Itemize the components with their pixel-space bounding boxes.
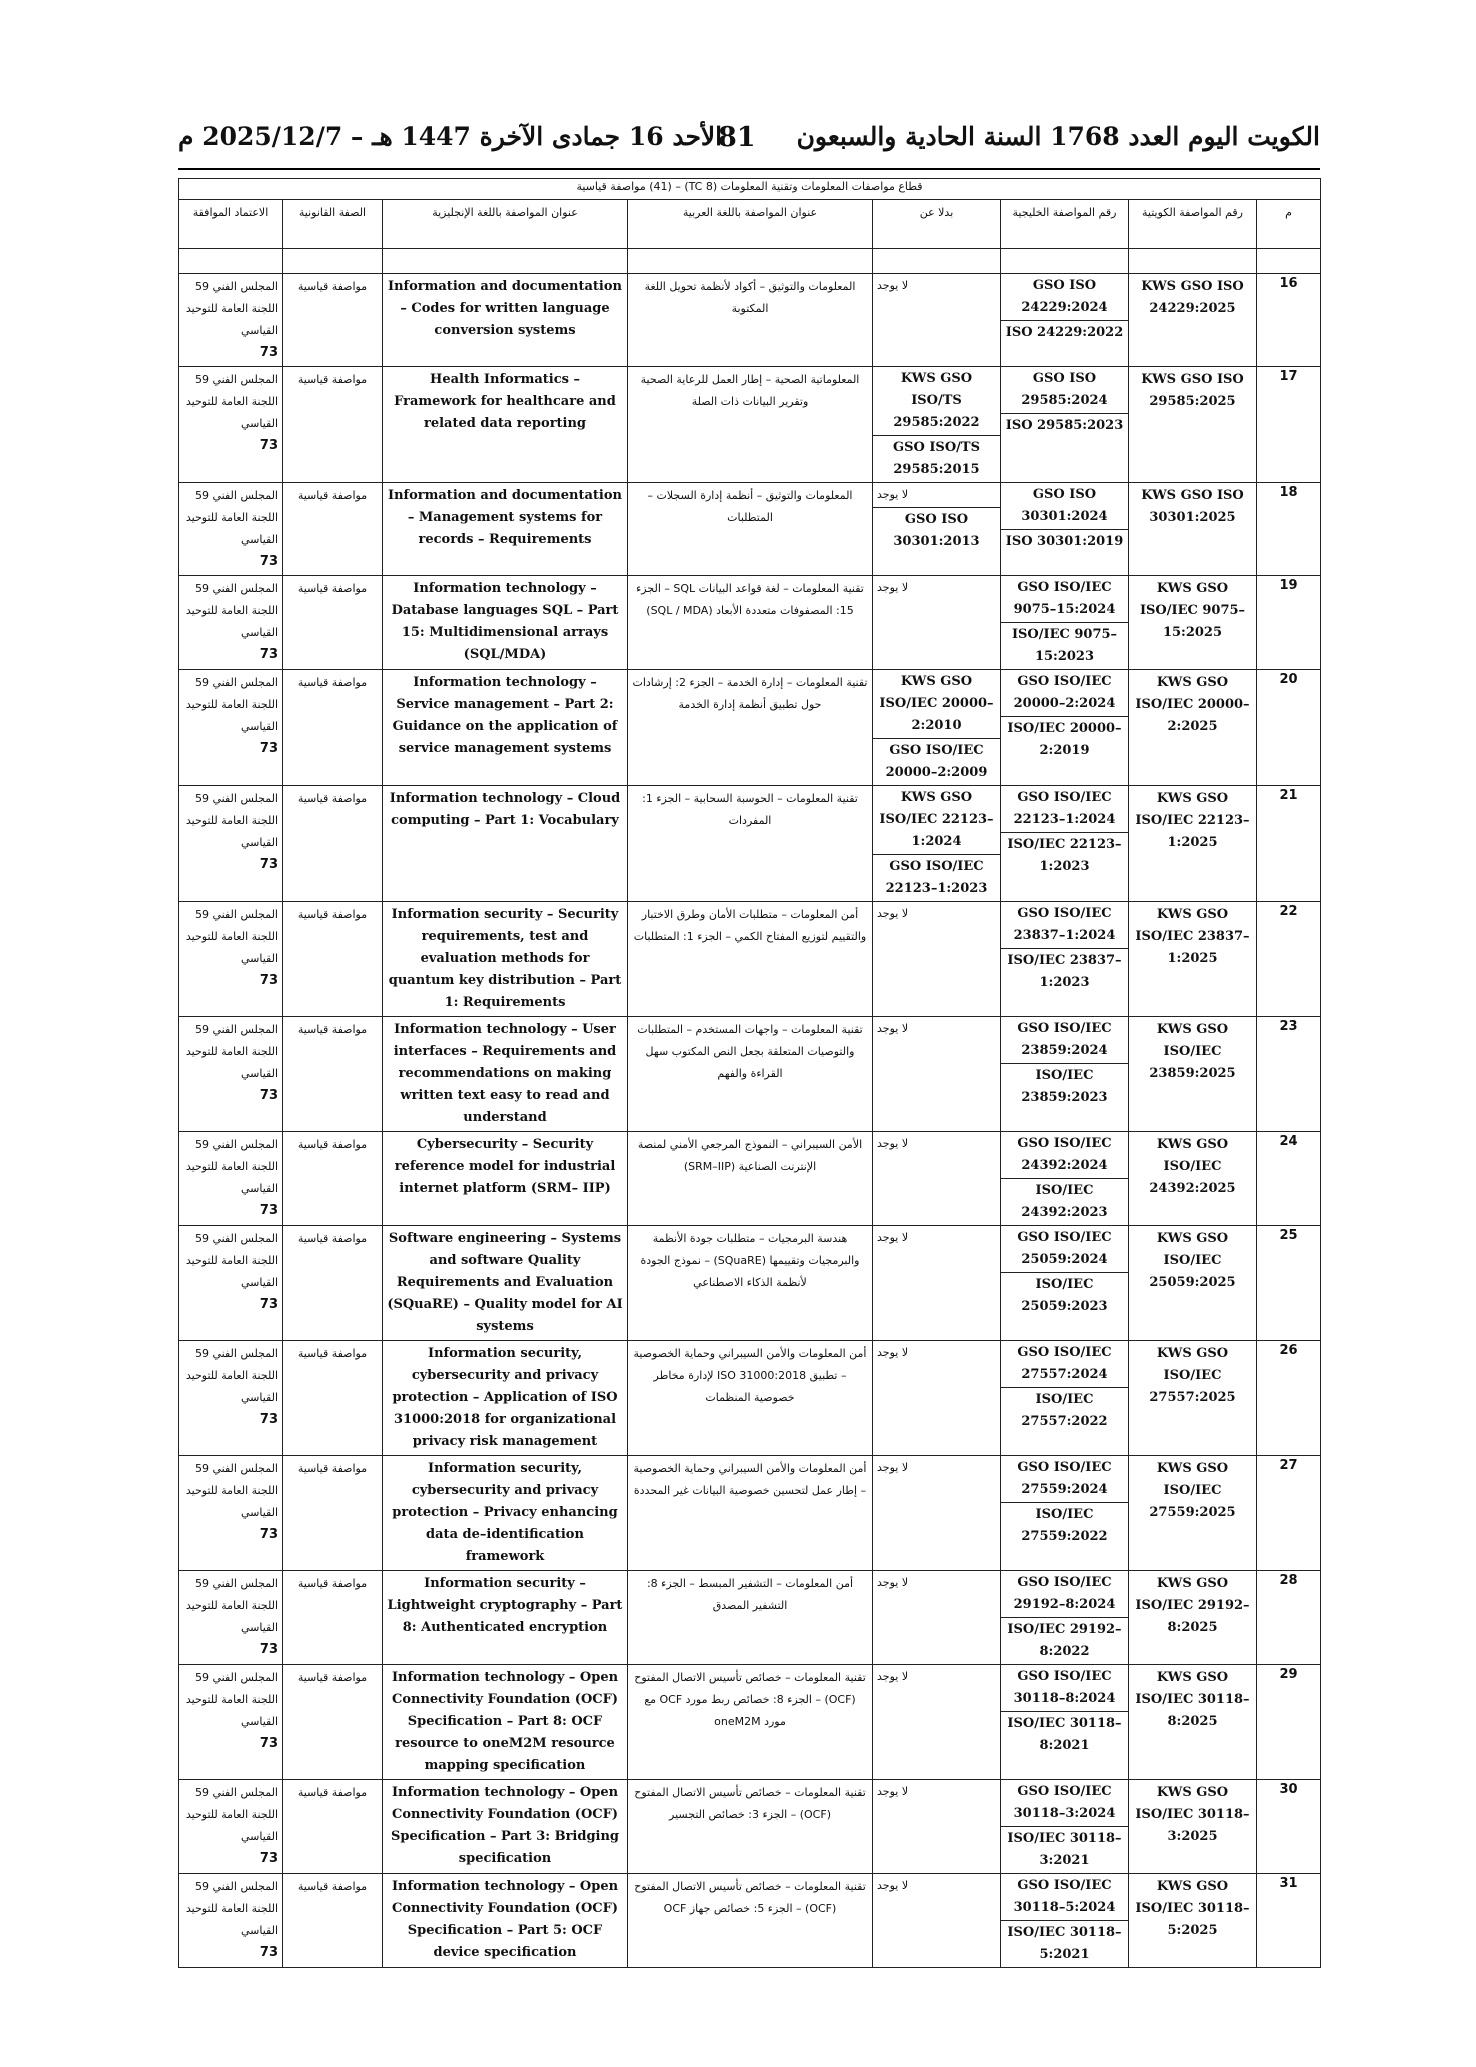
approval-cell bbox=[179, 1017, 283, 1132]
approval-cell bbox=[179, 670, 283, 786]
technical-council: المجلس الفني 59 bbox=[195, 1462, 278, 1475]
meeting-number: 73 bbox=[259, 345, 278, 360]
meeting-number: 73 bbox=[259, 741, 278, 756]
english-title: Information security, cybersecurity and privacy protection – Application of ISO 31000:2018 for organizational privacy risk management bbox=[383, 1341, 628, 1456]
arabic-title: تقنية المعلومات – واجهات المستخدم – المتطلبات والتوصيات المتعلقة بجعل النص المكتوب سهل القراءة والفهم bbox=[628, 1017, 873, 1132]
column-header-kws: رقم المواصفة الكويتية bbox=[1129, 200, 1257, 249]
replaces-cell bbox=[873, 1341, 1001, 1456]
gso-standard-cell bbox=[1001, 1017, 1129, 1132]
general-committee: اللجنة العامة للتوحيد القياسي bbox=[185, 1254, 278, 1289]
legal-status: مواصفة قياسية bbox=[283, 670, 383, 786]
replaces-cell bbox=[873, 1456, 1001, 1571]
kws-standard-number: KWS GSO ISO/IEC 30118–5:2025 bbox=[1129, 1874, 1257, 1968]
replaced-standard: لا يوجد bbox=[877, 1670, 909, 1683]
page-header bbox=[178, 120, 1320, 164]
arabic-title: المعلوماتية الصحية – إطار العمل للرعاية الصحية وتقرير البيانات ذات الصلة bbox=[628, 367, 873, 483]
iso-standard-number: ISO/IEC 25059:2023 bbox=[1001, 1272, 1128, 1319]
gso-standard-cell bbox=[1001, 1874, 1129, 1968]
table-row bbox=[179, 1571, 1321, 1665]
kws-standard-number: KWS GSO ISO/IEC 27557:2025 bbox=[1129, 1341, 1257, 1456]
kws-standard-number: KWS GSO ISO/IEC 9075–15:2025 bbox=[1129, 576, 1257, 670]
replaced-standard: KWS GSO ISO/IEC 20000–2:2010 bbox=[879, 674, 994, 733]
table-body bbox=[179, 274, 1321, 1968]
replaces-cell bbox=[873, 1132, 1001, 1226]
gso-standard-number: GSO ISO 24229:2024 bbox=[1021, 278, 1108, 315]
table-row bbox=[179, 274, 1321, 367]
kws-standard-number: KWS GSO ISO/IEC 23837–1:2025 bbox=[1129, 902, 1257, 1017]
gso-standard-cell bbox=[1001, 576, 1129, 670]
legal-status: مواصفة قياسية bbox=[283, 576, 383, 670]
english-title: Cybersecurity – Security reference model for industrial internet platform (SRM– IIP) bbox=[383, 1132, 628, 1226]
arabic-title: المعلومات والتوثيق – أنظمة إدارة السجلات – المتطلبات bbox=[628, 483, 873, 576]
replaces-cell bbox=[873, 483, 1001, 576]
english-title: Software engineering – Systems and software Quality Requirements and Evaluation (SQuaRE) – Quality model for AI systems bbox=[383, 1226, 628, 1341]
replaces-cell bbox=[873, 1571, 1001, 1665]
english-title: Information security – Lightweight cryptography – Part 8: Authenticated encryption bbox=[383, 1571, 628, 1665]
iso-standard-number: ISO/IEC 24392:2023 bbox=[1001, 1178, 1128, 1225]
legal-status: مواصفة قياسية bbox=[283, 367, 383, 483]
gso-standard-cell bbox=[1001, 1665, 1129, 1780]
iso-standard-number: ISO/IEC 27559:2022 bbox=[1001, 1502, 1128, 1549]
approval-cell bbox=[179, 1665, 283, 1780]
legal-status: مواصفة قياسية bbox=[283, 902, 383, 1017]
meeting-number: 73 bbox=[259, 1945, 278, 1960]
legal-status: مواصفة قياسية bbox=[283, 274, 383, 367]
row-number: 25 bbox=[1257, 1226, 1321, 1341]
approval-cell bbox=[179, 1132, 283, 1226]
approval-cell bbox=[179, 1456, 283, 1571]
replaces-cell bbox=[873, 1226, 1001, 1341]
table-row bbox=[179, 1226, 1321, 1341]
arabic-title: تقنية المعلومات – إدارة الخدمة – الجزء 2: إرشادات حول تطبيق أنظمة إدارة الخدمة bbox=[628, 670, 873, 786]
kws-standard-number: KWS GSO ISO 29585:2025 bbox=[1129, 367, 1257, 483]
arabic-title: هندسة البرمجيات – متطلبات جودة الأنظمة والبرمجيات وتقييمها (SQuaRE) – نموذج الجودة لأنظمة الذكاء الاصطناعي bbox=[628, 1226, 873, 1341]
legal-status: مواصفة قياسية bbox=[283, 483, 383, 576]
technical-council: المجلس الفني 59 bbox=[195, 908, 278, 921]
meeting-number: 73 bbox=[259, 1642, 278, 1657]
arabic-title: تقنية المعلومات – خصائص تأسيس الاتصال المفتوح (OCF) – الجزء 5: خصائص جهاز OCF bbox=[628, 1874, 873, 1968]
row-number: 19 bbox=[1257, 576, 1321, 670]
gso-standard-number: GSO ISO/IEC 22123–1:2024 bbox=[1013, 790, 1116, 827]
replaces-cell bbox=[873, 1665, 1001, 1780]
general-committee: اللجنة العامة للتوحيد القياسي bbox=[185, 1160, 278, 1195]
replaces-cell bbox=[873, 670, 1001, 786]
english-title: Information technology – Service management – Part 2: Guidance on the application of service management systems bbox=[383, 670, 628, 786]
replaced-standard: لا يوجد bbox=[877, 1022, 909, 1035]
table-header-row bbox=[179, 200, 1321, 249]
replaces-cell bbox=[873, 576, 1001, 670]
arabic-title: تقنية المعلومات – خصائص تأسيس الاتصال المفتوح (OCF) – الجزء 8: خصائص ربط مورد OCF مع مورد oneM2M bbox=[628, 1665, 873, 1780]
gso-standard-cell bbox=[1001, 483, 1129, 576]
table-row bbox=[179, 1341, 1321, 1456]
row-number: 16 bbox=[1257, 274, 1321, 367]
general-committee: اللجنة العامة للتوحيد القياسي bbox=[185, 930, 278, 965]
approval-cell bbox=[179, 1571, 283, 1665]
gso-standard-number: GSO ISO/IEC 30118–3:2024 bbox=[1013, 1784, 1116, 1821]
gso-standard-cell bbox=[1001, 274, 1129, 367]
english-title: Health Informatics – Framework for healthcare and related data reporting bbox=[383, 367, 628, 483]
legal-status: مواصفة قياسية bbox=[283, 1341, 383, 1456]
arabic-title: تقنية المعلومات – خصائص تأسيس الاتصال المفتوح (OCF) – الجزء 3: خصائص التجسير bbox=[628, 1780, 873, 1874]
gso-standard-number: GSO ISO/IEC 25059:2024 bbox=[1017, 1230, 1112, 1267]
meeting-number: 73 bbox=[259, 1527, 278, 1542]
replaces-cell bbox=[873, 367, 1001, 483]
iso-standard-number: ISO/IEC 22123–1:2023 bbox=[1001, 832, 1128, 879]
column-header-gso: رقم المواصفة الخليجية bbox=[1001, 200, 1129, 249]
row-number: 23 bbox=[1257, 1017, 1321, 1132]
gso-standard-cell bbox=[1001, 1456, 1129, 1571]
replaced-standard: لا يوجد bbox=[877, 1879, 909, 1892]
arabic-title: الأمن السيبراني – النموذج المرجعي الأمني لمنصة الإنترنت الصناعية (SRM–IIP) bbox=[628, 1132, 873, 1226]
meeting-number: 73 bbox=[259, 438, 278, 453]
gso-standard-cell bbox=[1001, 670, 1129, 786]
general-committee: اللجنة العامة للتوحيد القياسي bbox=[185, 511, 278, 546]
replaced-standard: GSO ISO/TS 29585:2015 bbox=[873, 435, 1000, 482]
english-title: Information technology – Open Connectivity Foundation (OCF) Specification – Part 8: OCF resource to oneM2M resource mapping specification bbox=[383, 1665, 628, 1780]
meeting-number: 73 bbox=[259, 1203, 278, 1218]
technical-council: المجلس الفني 59 bbox=[195, 1880, 278, 1893]
general-committee: اللجنة العامة للتوحيد القياسي bbox=[185, 814, 278, 849]
gso-standard-cell bbox=[1001, 1226, 1129, 1341]
arabic-title: أمن المعلومات – متطلبات الأمان وطرق الاختبار والتقييم لتوزيع المفتاح الكمي – الجزء 1: المتطلبات bbox=[628, 902, 873, 1017]
gso-standard-number: GSO ISO/IEC 23837–1:2024 bbox=[1013, 906, 1116, 943]
gso-standard-number: GSO ISO/IEC 9075–15:2024 bbox=[1013, 580, 1116, 617]
table-row bbox=[179, 1132, 1321, 1226]
gazette-issue-title: الكويت اليوم العدد 1768 السنة الحادية والسبعون bbox=[796, 122, 1320, 151]
technical-council: المجلس الفني 59 bbox=[195, 1138, 278, 1151]
approval-cell bbox=[179, 1874, 283, 1968]
english-title: Information technology – Database languages SQL – Part 15: Multidimensional arrays (SQL/MDA) bbox=[383, 576, 628, 670]
arabic-title: تقنية المعلومات – لغة قواعد البيانات SQL – الجزء 15: المصفوفات متعددة الأبعاد (SQL / MDA) bbox=[628, 576, 873, 670]
technical-council: المجلس الفني 59 bbox=[195, 1023, 278, 1036]
table-row bbox=[179, 367, 1321, 483]
general-committee: اللجنة العامة للتوحيد القياسي bbox=[185, 1599, 278, 1634]
technical-council: المجلس الفني 59 bbox=[195, 1232, 278, 1245]
kws-standard-number: KWS GSO ISO 24229:2025 bbox=[1129, 274, 1257, 367]
meeting-number: 73 bbox=[259, 857, 278, 872]
column-header-title-ar: عنوان المواصفة باللغة العربية bbox=[628, 200, 873, 249]
approval-cell bbox=[179, 786, 283, 902]
row-number: 18 bbox=[1257, 483, 1321, 576]
iso-standard-number: ISO/IEC 23859:2023 bbox=[1001, 1063, 1128, 1110]
gso-standard-number: GSO ISO/IEC 30118–5:2024 bbox=[1013, 1878, 1116, 1915]
general-committee: اللجنة العامة للتوحيد القياسي bbox=[185, 1484, 278, 1519]
table-row bbox=[179, 1780, 1321, 1874]
kws-standard-number: KWS GSO ISO/IEC 30118–3:2025 bbox=[1129, 1780, 1257, 1874]
technical-council: المجلس الفني 59 bbox=[195, 1347, 278, 1360]
replaced-standard: لا يوجد bbox=[877, 1346, 909, 1359]
row-number: 22 bbox=[1257, 902, 1321, 1017]
column-header-num: م bbox=[1257, 200, 1321, 249]
replaced-standard: لا يوجد bbox=[877, 1231, 909, 1244]
iso-standard-number: ISO/IEC 30118–3:2021 bbox=[1001, 1826, 1128, 1873]
english-title: Information and documentation – Management systems for records – Requirements bbox=[383, 483, 628, 576]
general-committee: اللجنة العامة للتوحيد القياسي bbox=[185, 302, 278, 337]
row-number: 26 bbox=[1257, 1341, 1321, 1456]
meeting-number: 73 bbox=[259, 1297, 278, 1312]
legal-status: مواصفة قياسية bbox=[283, 1874, 383, 1968]
general-committee: اللجنة العامة للتوحيد القياسي bbox=[185, 1808, 278, 1843]
replaced-standard: لا يوجد bbox=[877, 907, 909, 920]
table-caption: قطاع مواصفات المعلومات وتقنية المعلومات (TC 8) – (41) مواصفة قياسية bbox=[179, 179, 1321, 200]
header-rule bbox=[178, 168, 1320, 170]
table-row bbox=[179, 670, 1321, 786]
row-number: 30 bbox=[1257, 1780, 1321, 1874]
replaces-cell bbox=[873, 1017, 1001, 1132]
kws-standard-number: KWS GSO ISO/IEC 23859:2025 bbox=[1129, 1017, 1257, 1132]
gso-standard-cell bbox=[1001, 1341, 1129, 1456]
gso-standard-cell bbox=[1001, 786, 1129, 902]
english-title: Information technology – User interfaces – Requirements and recommendations on making written text easy to read and understand bbox=[383, 1017, 628, 1132]
table-row bbox=[179, 1456, 1321, 1571]
table-row bbox=[179, 576, 1321, 670]
column-header-replaces: بدلا عن bbox=[873, 200, 1001, 249]
row-number: 27 bbox=[1257, 1456, 1321, 1571]
iso-standard-number: ISO/IEC 27557:2022 bbox=[1001, 1387, 1128, 1434]
replaced-standard: لا يوجد bbox=[877, 1785, 909, 1798]
general-committee: اللجنة العامة للتوحيد القياسي bbox=[185, 395, 278, 430]
column-header-legal: الصفة القانونية bbox=[283, 200, 383, 249]
english-title: Information security – Security requirements, test and evaluation methods for quantum key distribution – Part 1: Requirements bbox=[383, 902, 628, 1017]
table-row bbox=[179, 1665, 1321, 1780]
approval-cell bbox=[179, 274, 283, 367]
technical-council: المجلس الفني 59 bbox=[195, 676, 278, 689]
page-number: 81 bbox=[718, 122, 756, 153]
iso-standard-number: ISO 30301:2019 bbox=[1001, 529, 1128, 554]
technical-council: المجلس الفني 59 bbox=[195, 280, 278, 293]
general-committee: اللجنة العامة للتوحيد القياسي bbox=[185, 1045, 278, 1080]
replaces-cell bbox=[873, 1780, 1001, 1874]
technical-council: المجلس الفني 59 bbox=[195, 582, 278, 595]
column-header-approval: الاعتماد الموافقة bbox=[179, 200, 283, 249]
replaced-standard: لا يوجد bbox=[877, 581, 909, 594]
english-title: Information security, cybersecurity and privacy protection – Privacy enhancing data de–identification framework bbox=[383, 1456, 628, 1571]
gso-standard-number: GSO ISO/IEC 24392:2024 bbox=[1017, 1136, 1112, 1173]
replaced-standard: GSO ISO/IEC 22123–1:2023 bbox=[873, 854, 1000, 901]
iso-standard-number: ISO/IEC 30118–8:2021 bbox=[1001, 1711, 1128, 1758]
gso-standard-number: GSO ISO/IEC 29192–8:2024 bbox=[1013, 1575, 1116, 1612]
approval-cell bbox=[179, 1341, 283, 1456]
iso-standard-number: ISO/IEC 23837–1:2023 bbox=[1001, 948, 1128, 995]
legal-status: مواصفة قياسية bbox=[283, 1226, 383, 1341]
general-committee: اللجنة العامة للتوحيد القياسي bbox=[185, 698, 278, 733]
table-row bbox=[179, 1874, 1321, 1968]
kws-standard-number: KWS GSO ISO/IEC 20000–2:2025 bbox=[1129, 670, 1257, 786]
meeting-number: 73 bbox=[259, 1412, 278, 1427]
row-number: 21 bbox=[1257, 786, 1321, 902]
kws-standard-number: KWS GSO ISO/IEC 27559:2025 bbox=[1129, 1456, 1257, 1571]
approval-cell bbox=[179, 483, 283, 576]
replaces-cell bbox=[873, 1874, 1001, 1968]
technical-council: المجلس الفني 59 bbox=[195, 1671, 278, 1684]
iso-standard-number: ISO 24229:2022 bbox=[1001, 320, 1128, 345]
gso-standard-number: GSO ISO/IEC 20000–2:2024 bbox=[1013, 674, 1116, 711]
row-number: 20 bbox=[1257, 670, 1321, 786]
approval-cell bbox=[179, 1226, 283, 1341]
arabic-title: أمن المعلومات والأمن السيبراني وحماية الخصوصية – تطبيق ISO 31000:2018 لإدارة مخاطر خصوصية المنظمات bbox=[628, 1341, 873, 1456]
replaced-standard: KWS GSO ISO/IEC 22123–1:2024 bbox=[879, 790, 994, 849]
replaced-standard: لا يوجد bbox=[877, 279, 909, 292]
legal-status: مواصفة قياسية bbox=[283, 1456, 383, 1571]
general-committee: اللجنة العامة للتوحيد القياسي bbox=[185, 1693, 278, 1728]
english-title: Information technology – Open Connectivity Foundation (OCF) Specification – Part 3: Bridging specification bbox=[383, 1780, 628, 1874]
legal-status: مواصفة قياسية bbox=[283, 1132, 383, 1226]
row-number: 28 bbox=[1257, 1571, 1321, 1665]
standards-table bbox=[178, 178, 1321, 1968]
gso-standard-cell bbox=[1001, 367, 1129, 483]
meeting-number: 73 bbox=[259, 647, 278, 662]
meeting-number: 73 bbox=[259, 1088, 278, 1103]
arabic-title: أمن المعلومات والأمن السيبراني وحماية الخصوصية – إطار عمل لتحسين خصوصية البيانات غير المحددة bbox=[628, 1456, 873, 1571]
column-header-title-en: عنوان المواصفة باللغة الإنجليزية bbox=[383, 200, 628, 249]
row-number: 31 bbox=[1257, 1874, 1321, 1968]
iso-standard-number: ISO/IEC 29192–8:2022 bbox=[1001, 1617, 1128, 1664]
arabic-title: أمن المعلومات – التشفير المبسط – الجزء 8: التشفير المصدق bbox=[628, 1571, 873, 1665]
general-committee: اللجنة العامة للتوحيد القياسي bbox=[185, 604, 278, 639]
legal-status: مواصفة قياسية bbox=[283, 1665, 383, 1780]
replaced-standard: لا يوجد bbox=[877, 1137, 909, 1150]
approval-cell bbox=[179, 902, 283, 1017]
iso-standard-number: ISO 29585:2023 bbox=[1001, 413, 1128, 438]
table-row bbox=[179, 1017, 1321, 1132]
row-number: 29 bbox=[1257, 1665, 1321, 1780]
row-number: 17 bbox=[1257, 367, 1321, 483]
replaces-cell bbox=[873, 274, 1001, 367]
general-committee: اللجنة العامة للتوحيد القياسي bbox=[185, 1902, 278, 1937]
replaced-standard: لا يوجد bbox=[877, 1461, 909, 1474]
gso-standard-number: GSO ISO/IEC 30118–8:2024 bbox=[1013, 1669, 1116, 1706]
technical-council: المجلس الفني 59 bbox=[195, 1786, 278, 1799]
table-row bbox=[179, 902, 1321, 1017]
gso-standard-cell bbox=[1001, 1780, 1129, 1874]
iso-standard-number: ISO/IEC 30118–5:2021 bbox=[1001, 1920, 1128, 1967]
iso-standard-number: ISO/IEC 9075–15:2023 bbox=[1001, 622, 1128, 669]
meeting-number: 73 bbox=[259, 973, 278, 988]
meeting-number: 73 bbox=[259, 1736, 278, 1751]
issue-date: الأحد 16 جمادى الآخرة 1447 هـ – 2025/12/7 م bbox=[178, 122, 723, 151]
technical-council: المجلس الفني 59 bbox=[195, 792, 278, 805]
row-number: 24 bbox=[1257, 1132, 1321, 1226]
gso-standard-number: GSO ISO 29585:2024 bbox=[1021, 371, 1108, 408]
gso-standard-number: GSO ISO/IEC 27559:2024 bbox=[1017, 1460, 1112, 1497]
english-title: Information and documentation – Codes for written language conversion systems bbox=[383, 274, 628, 367]
legal-status: مواصفة قياسية bbox=[283, 1780, 383, 1874]
gso-standard-cell bbox=[1001, 1132, 1129, 1226]
table-row bbox=[179, 483, 1321, 576]
replaced-standard: GSO ISO/IEC 20000–2:2009 bbox=[873, 738, 1000, 785]
general-committee: اللجنة العامة للتوحيد القياسي bbox=[185, 1369, 278, 1404]
table-spacer-row bbox=[179, 249, 1321, 274]
kws-standard-number: KWS GSO ISO/IEC 24392:2025 bbox=[1129, 1132, 1257, 1226]
iso-standard-number: ISO/IEC 20000–2:2019 bbox=[1001, 716, 1128, 763]
kws-standard-number: KWS GSO ISO 30301:2025 bbox=[1129, 483, 1257, 576]
gso-standard-number: GSO ISO 30301:2024 bbox=[1021, 487, 1108, 524]
kws-standard-number: KWS GSO ISO/IEC 25059:2025 bbox=[1129, 1226, 1257, 1341]
arabic-title: المعلومات والتوثيق – أكواد لأنظمة تحويل اللغة المكتوبة bbox=[628, 274, 873, 367]
technical-council: المجلس الفني 59 bbox=[195, 489, 278, 502]
legal-status: مواصفة قياسية bbox=[283, 786, 383, 902]
meeting-number: 73 bbox=[259, 554, 278, 569]
replaces-cell bbox=[873, 902, 1001, 1017]
technical-council: المجلس الفني 59 bbox=[195, 1577, 278, 1590]
meeting-number: 73 bbox=[259, 1851, 278, 1866]
gso-standard-cell bbox=[1001, 1571, 1129, 1665]
table-row bbox=[179, 786, 1321, 902]
gso-standard-number: GSO ISO/IEC 23859:2024 bbox=[1017, 1021, 1112, 1058]
legal-status: مواصفة قياسية bbox=[283, 1571, 383, 1665]
kws-standard-number: KWS GSO ISO/IEC 30118–8:2025 bbox=[1129, 1665, 1257, 1780]
replaces-cell bbox=[873, 786, 1001, 902]
kws-standard-number: KWS GSO ISO/IEC 22123–1:2025 bbox=[1129, 786, 1257, 902]
arabic-title: تقنية المعلومات – الحوسبة السحابية – الجزء 1: المفردات bbox=[628, 786, 873, 902]
replaced-standard: لا يوجد bbox=[877, 488, 909, 501]
english-title: Information technology – Open Connectivity Foundation (OCF) Specification – Part 5: OCF device specification bbox=[383, 1874, 628, 1968]
gso-standard-cell bbox=[1001, 902, 1129, 1017]
english-title: Information technology – Cloud computing – Part 1: Vocabulary bbox=[383, 786, 628, 902]
approval-cell bbox=[179, 367, 283, 483]
kws-standard-number: KWS GSO ISO/IEC 29192–8:2025 bbox=[1129, 1571, 1257, 1665]
approval-cell bbox=[179, 576, 283, 670]
technical-council: المجلس الفني 59 bbox=[195, 373, 278, 386]
replaced-standard: KWS GSO ISO/TS 29585:2022 bbox=[893, 371, 980, 430]
approval-cell bbox=[179, 1780, 283, 1874]
gso-standard-number: GSO ISO/IEC 27557:2024 bbox=[1017, 1345, 1112, 1382]
replaced-standard: لا يوجد bbox=[877, 1576, 909, 1589]
legal-status: مواصفة قياسية bbox=[283, 1017, 383, 1132]
replaced-standard: GSO ISO 30301:2013 bbox=[873, 507, 1000, 554]
